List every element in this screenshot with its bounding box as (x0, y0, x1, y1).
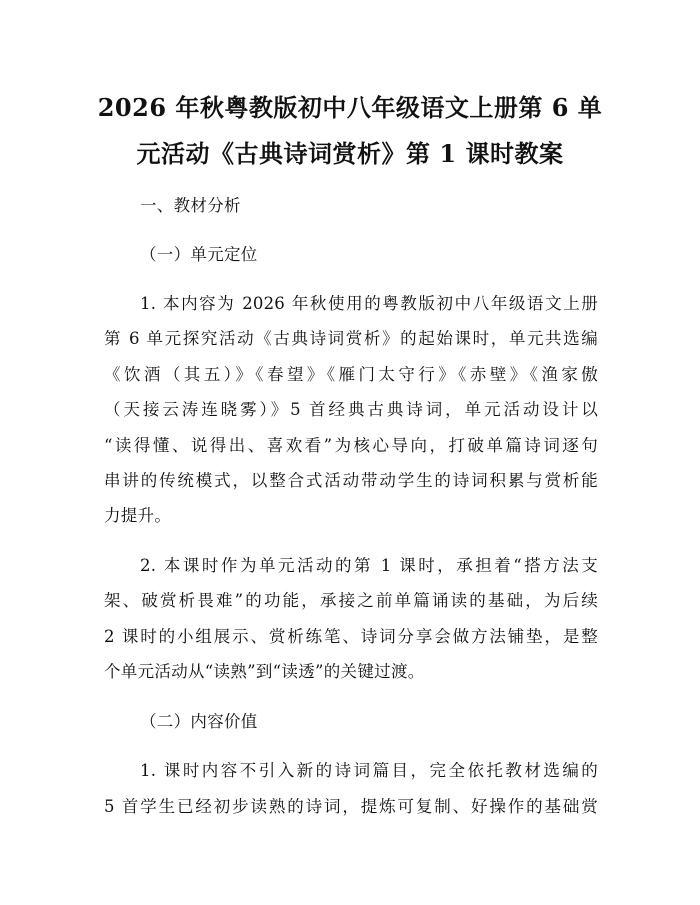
paragraph-line: 1. 本内容为 2026 年秋使用的粤教版初中八年级语文上册 (140, 294, 598, 313)
document-title-line-2: 元活动《古典诗词赏析》第 1 课时教案 (136, 139, 564, 168)
paragraph-line: 5 首学生已经初步读熟的诗词，提炼可复制、好操作的基础赏 (104, 797, 598, 816)
paragraph-line: 个单元活动从“读熟”到“读透”的关键过渡。 (104, 662, 425, 681)
paragraph-line: 《饮酒（其五）》《春望》《雁门太守行》《赤壁》《渔家傲 (104, 365, 598, 384)
subsection-heading: （一）单元定位 (140, 245, 258, 264)
paragraph-line: 第 6 单元探究活动《古典诗词赏析》的起始课时，单元共选编 (104, 329, 598, 348)
paragraph-line: “读得懂、说得出、喜欢看”为核心导向，打破单篇诗词逐句 (104, 436, 598, 455)
paragraph-line: 2 课时的小组展示、赏析练笔、诗词分享会做方法铺垫，是整 (104, 627, 598, 646)
paragraph-line: 2. 本课时作为单元活动的第 1 课时，承担着“搭方法支 (140, 556, 598, 575)
document-title-line-1: 2026 年秋粤教版初中八年级语文上册第 6 单 (97, 93, 603, 122)
section-heading: 一、教材分析 (140, 196, 241, 215)
paragraph-line: 架、破赏析畏难”的功能，承接之前单篇诵读的基础，为后续 (104, 591, 598, 610)
paragraph-line: 串讲的传统模式，以整合式活动带动学生的诗词积累与赏析能 (104, 471, 598, 490)
paragraph-line: 1. 课时内容不引入新的诗词篇目，完全依托教材选编的 (140, 761, 598, 780)
paragraph-line: 力提升。 (104, 506, 172, 525)
paragraph-line: （天接云涛连晓雾）》5 首经典古典诗词，单元活动设计以 (104, 400, 598, 419)
subsection-heading: （二）内容价值 (140, 712, 258, 731)
